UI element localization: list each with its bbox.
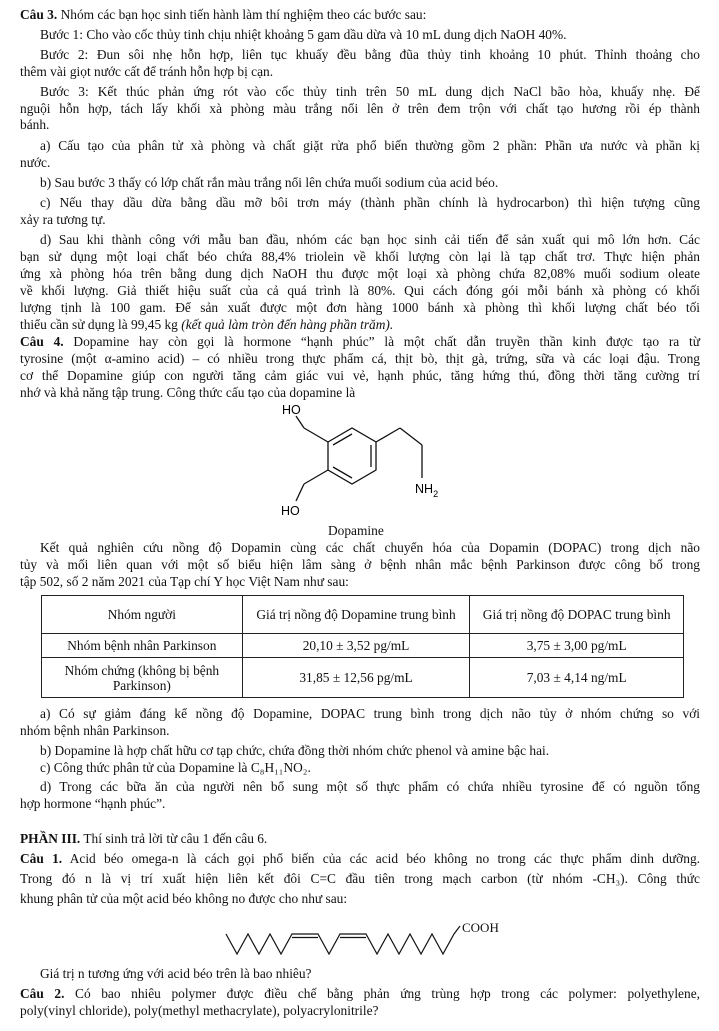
part3-title: PHẦN III.: [20, 831, 81, 846]
q4-line3: cơ thể Dopamine giúp con người tăng cảm giác vui vẻ, hạnh phúc, tăng hứng thú, đồng thời tăng cường trí: [20, 368, 700, 383]
benzene-ring: [328, 428, 376, 484]
part3-heading: [20, 831, 267, 847]
table-cell: 3,75 ± 3,00 pg/mL: [470, 634, 684, 658]
q4-statement-b: b) Dopamine là hợp chất hữu cơ tạp chức, chứa đồng thời nhóm chức phenol và amine bậc hai.: [40, 743, 550, 758]
dopamine-bonds: [296, 416, 422, 501]
q4-line4: nhớ và khả năng tập trung. Công thức cấu tạo của dopamine là: [20, 385, 356, 400]
part3-q1-line1-text: Acid béo omega-n là cách gọi phổ biến của các acid béo không no trong các thực phẩm dinh dưỡng.: [69, 851, 700, 866]
part3-intro: Thí sinh trả lời từ câu 1 đến câu 6.: [83, 831, 268, 846]
q3-step2-line2: thêm vài giọt nước cất để tránh hỗn hợp bị cạn.: [20, 64, 274, 79]
table-header-cell: Giá trị nồng độ Dopamine trung bình: [242, 596, 470, 634]
q3-statement-c-line2: xảy ra tương tự.: [20, 212, 106, 227]
q4-title: Câu 4.: [20, 334, 64, 349]
q4-statement-d-line1: d) Trong các bữa ăn của người nên bổ sung một số thực phẩm có chứa nhiều tyrosine để có nguồn tổng: [40, 779, 700, 794]
dopamine-results-table: [41, 595, 684, 698]
table-cell: Nhóm chứng (không bị bệnh Parkinson): [42, 658, 243, 698]
amine-label: [415, 482, 438, 499]
q3-step3-line1: Bước 3: Kết thúc phản ứng rót vào cốc thủy tinh trên 50 mL dung dịch NaCl bão hòa, khuấy nhẹ. Để: [40, 84, 700, 99]
q3-statement-d-line1: d) Sau khi thành công với mẫu ban đầu, nhóm các bạn học sinh cải tiến để sản xuất qui mô lớn hơn. Các: [40, 232, 700, 247]
part3-q1-line3: khung phân tử của một acid béo không no được cho như sau:: [20, 891, 348, 906]
q3-statement-b: b) Sau bước 3 thấy có lớp chất rắn màu trắng nổi lên chứa muối sodium của acid béo.: [40, 175, 499, 190]
table-cell: 31,85 ± 12,56 pg/mL: [242, 658, 470, 698]
part3-q1-line1: [20, 851, 700, 867]
part3-q2-title: Câu 2.: [20, 986, 65, 1001]
amine-nh: NH: [415, 482, 434, 496]
q3-step2-line1: Bước 2: Đun sôi nhẹ hỗn hợp, liên tục khuấy đều bằng đũa thủy tinh khoảng 10 phút. Thỉnh thoảng cho: [40, 47, 700, 62]
carboxyl-label: COOH: [462, 920, 499, 935]
table-header-cell: Nhóm người: [42, 596, 243, 634]
q3-statement-d-line3: ứng xà phòng hóa trên bằng dung dịch NaOH thu được một loại xà phòng chứa 82,08% muối sodium oleate: [20, 266, 700, 281]
dopamine-caption: Dopamine: [328, 523, 384, 538]
dopamine-structure: [270, 400, 470, 540]
q3-intro-line: [20, 7, 426, 23]
q4-statement-c: c) Công thức phân tử của Dopamine là C₈H₁₁NO₂.: [40, 760, 311, 775]
part3-q1-line2: Trong đó n là vị trí xuất hiện liên kết đôi C=C đầu tiên trong mạch carbon (từ nhóm -CH₃). Công thức: [20, 871, 700, 886]
q4-line1: [20, 334, 700, 350]
q3-title: Câu 3.: [20, 7, 58, 22]
table-header-row: [42, 596, 684, 634]
q3-d-answer: thiểu cần sử dụng là 99,45 kg: [20, 317, 182, 332]
part3-q2-line1-text: Có bao nhiêu polymer được điều chế bằng phản ứng trùng hợp trong các polymer: polyethylene,: [75, 986, 700, 1001]
q3-statement-d-line4: về khối lượng. Giả thiết hiệu suất của cả quá trình là 80%. Qui cách đóng gói mỗi bánh xà phòng có khối: [20, 283, 700, 298]
q3-statement-d-line2: bạn sử dụng một loại chất béo chứa 88,4% triolein về khối lượng còn lại là tạp chất trơ. Thực hiện phản: [20, 249, 700, 264]
q3-intro: Nhóm các bạn học sinh tiến hành làm thí nghiệm theo các bước sau:: [60, 7, 427, 22]
table-row: [42, 658, 684, 698]
q3-statement-d-line6: [20, 317, 393, 333]
q4-research-line1: Kết quả nghiên cứu nồng độ Dopamin cùng các chất chuyển hóa của Dopamin (DOPAC) trong dịch não: [40, 540, 700, 555]
q4-statement-a-line2: nhóm bệnh nhân Parkinson.: [20, 723, 170, 738]
amine-subscript: 2: [433, 489, 439, 499]
q3-statement-a-line2: nước.: [20, 155, 51, 170]
q3-statement-a-line1: a) Cấu tạo của phân tử xà phòng và chất giặt rửa phổ biến thường gồm 2 phần: Phần ưa nước và phần kị: [40, 138, 700, 153]
q3-d-note: (kết quả làm tròn đến hàng phần trăm).: [181, 317, 394, 332]
hydroxyl-bottom-label: HO: [281, 504, 300, 518]
table-row: [42, 634, 684, 658]
q3-step3-line3: bánh.: [20, 117, 50, 132]
part3-q1-question: Giá trị n tương ứng với acid béo trên là bao nhiêu?: [40, 966, 312, 981]
q3-statement-c-line1: c) Nếu thay dầu dừa bằng dầu mỡ bôi trơn máy (thành phần chính là hydrocarbon) thì hiện tượng cũng: [40, 195, 700, 210]
part3-q2-line2: poly(vinyl chloride), poly(methyl methacrylate), polyacrylonitrile?: [20, 1003, 379, 1018]
q4-line1-text: Dopamine hay còn gọi là hormone “hạnh phúc” là một chất dẫn truyền thần kinh được tạo ra từ: [73, 334, 700, 349]
q4-research-line3: tập 502, số 2 năm 2021 của Tạp chí Y học Việt Nam như sau:: [20, 574, 349, 589]
table-cell: 20,10 ± 3,52 pg/mL: [242, 634, 470, 658]
q4-statement-a-line1: a) Có sự giảm đáng kể nồng độ Dopamine, DOPAC trung bình trong dịch não tủy ở nhóm chứng so với: [40, 706, 700, 721]
table-header-cell: Giá trị nồng độ DOPAC trung bình: [470, 596, 684, 634]
q4-research-line2: tủy và mối liên quan với một số biểu hiện lâm sàng ở bệnh nhân mắc bệnh Parkinson được công bố trong: [20, 557, 700, 572]
q4-statement-d-line2: hợp hormone “hạnh phúc”.: [20, 796, 166, 811]
carbon-chain: [226, 926, 460, 954]
part3-q2-line1: [20, 986, 700, 1002]
part3-q1-title: Câu 1.: [20, 851, 63, 866]
hydroxyl-top-label: HO: [282, 403, 301, 417]
table-cell: 7,03 ± 4,14 ng/mL: [470, 658, 684, 698]
q3-step1: Bước 1: Cho vào cốc thủy tinh chịu nhiệt khoảng 5 gam dầu dừa và 10 mL dung dịch NaOH 40%.: [40, 27, 567, 42]
q3-step3-line2: nguội hỗn hợp, tách lấy khối xà phòng màu trắng nổi lên ở trên đem trộn với chất tạo hương rồi ép thành: [20, 101, 700, 116]
q4-line2: tyrosine (một α-amino acid) – có nhiều trong thực phẩm cá, thịt bò, thịt gà, trứng, sữa và các loại đậu. Trong: [20, 351, 700, 366]
table-cell: Nhóm bệnh nhân Parkinson: [42, 634, 243, 658]
q3-statement-d-line5: lượng tịnh là 100 gam. Để sản xuất được một đơn hàng 1000 bánh xà phòng thì khối lượng chất béo tối: [20, 300, 700, 315]
